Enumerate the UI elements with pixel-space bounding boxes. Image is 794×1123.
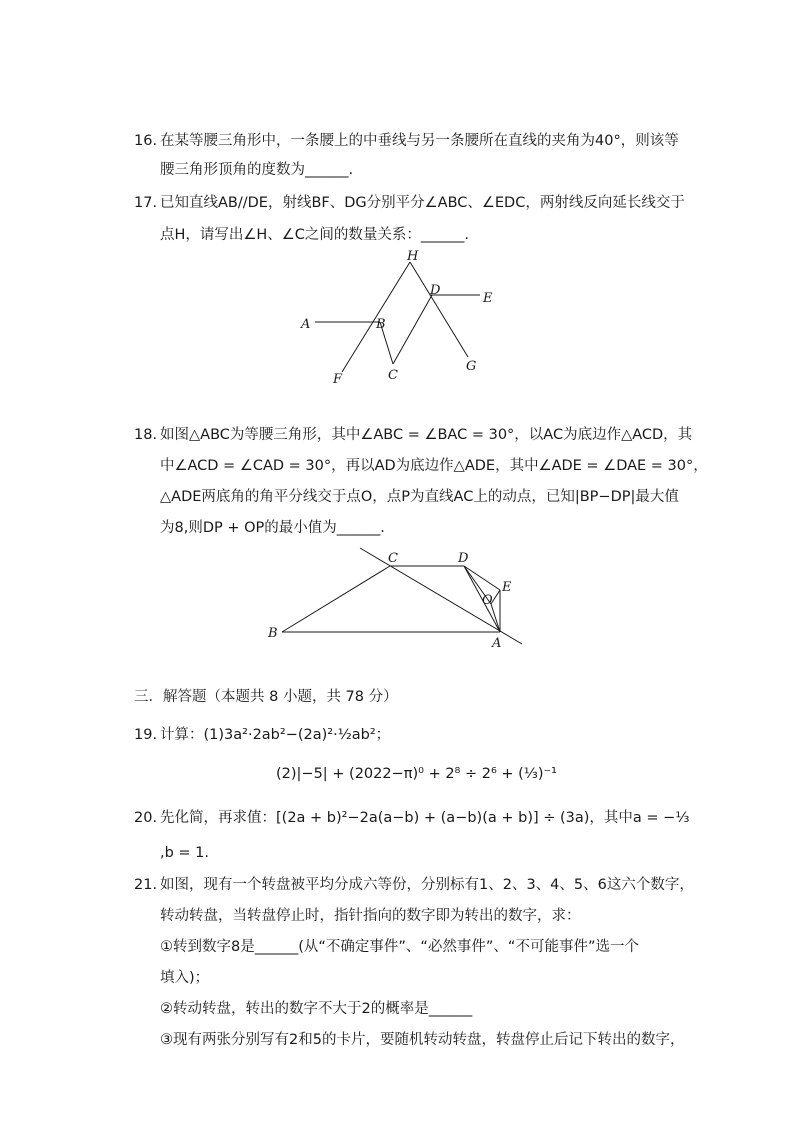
q16-line-2: 腰三角形顶角的度数为______. [160, 162, 354, 178]
q18-label-e: E [502, 580, 512, 595]
q21-line-6: ③现有两张分别写有2和5的卡片，要随机转动转盘，转盘停止后记下转出的数字， [160, 1032, 685, 1048]
q21-number: 21. [134, 877, 158, 893]
q21-line-4: 填入)； [160, 970, 210, 986]
q18-line-ac-extended [360, 548, 522, 644]
q17-label-e: E [483, 291, 493, 306]
q17-label-c: C [388, 368, 398, 383]
q18-label-a: A [492, 636, 502, 651]
q17-label-a: A [301, 317, 311, 332]
q16-line-1: 在某等腰三角形中，一条腰上的中垂线与另一条腰所在直线的夹角为40°，则该等 [160, 133, 679, 149]
q18-line-2: 中∠ACD = ∠CAD = 30°，再以AD为底边作△ADE，其中∠ADE = ∠DAE = 30°， [160, 458, 708, 474]
q21-line-2: 转动转盘，当转盘停止时，指针指向的数字即为转出的数字，求： [160, 908, 581, 924]
q20-line-2: ,b = 1. [160, 845, 210, 861]
q17-line-hg [410, 262, 468, 357]
q19-line-2: (2)|−5| + (2022−π)⁰ + 2⁸ ÷ 2⁶ + (⅓)⁻¹ [276, 766, 557, 782]
q18-label-b: B [268, 626, 278, 641]
q17-label-h: H [407, 249, 419, 264]
q20-number: 20. [134, 810, 158, 826]
q17-line-1: 已知直线AB//DE，射线BF、DG分别平分∠ABC、∠EDC，两射线反向延长线交于 [160, 195, 685, 211]
q21-line-5: ②转动转盘，转出的数字不大于2的概率是______ [160, 1001, 473, 1017]
q17-number: 17. [134, 195, 158, 211]
q17-label-g: G [466, 359, 477, 374]
q18-number: 18. [134, 427, 158, 443]
section-3-title: 三．解答题（本题共 8 小题，共 78 分） [134, 689, 398, 705]
q18-label-o: O [482, 593, 493, 608]
q18-line-de [464, 566, 500, 590]
q17-figure [290, 244, 510, 394]
q18-line-4: 为8,则DP + OP的最小值为______. [160, 520, 385, 536]
q18-line-3: △ADE两底角的角平分线交于点O，点P为直线AC上的动点，已知|BP−DP|最大值 [160, 489, 679, 505]
q21-line-1: 如图，现有一个转盘被平均分成六等份，分别标有1、2、3、4、5、6这六个数字， [160, 877, 694, 893]
q18-line-1: 如图△ABC为等腰三角形，其中∠ABC = ∠BAC = 30°，以AC为底边作△ACD，其 [160, 427, 693, 443]
q18-figure [260, 544, 540, 654]
q19-number: 19. [134, 727, 158, 743]
q21-line-3: ①转到数字8是______(从“不确定事件”、“必然事件”、“不可能事件”选一个 [160, 939, 639, 955]
q16-number: 16. [134, 133, 158, 149]
q18-label-d: D [458, 551, 469, 566]
q20-line-1: 先化简，再求值：[(2a + b)²−2a(a−b) + (a−b)(a + b)] ÷ (3a)，其中a = −⅓ [160, 810, 690, 826]
q18-line-bc [282, 566, 390, 632]
q17-label-b: B [376, 317, 386, 332]
q18-label-c: C [388, 551, 398, 566]
q17-line-cd [393, 295, 432, 364]
q17-line-2: 点H，请写出∠H、∠C之间的数量关系：______. [160, 227, 470, 243]
q17-label-d: D [430, 283, 441, 298]
q19-line-1: 计算：(1)3a²·2ab²−(2a)²·½ab²； [160, 727, 391, 743]
q17-label-f: F [333, 372, 343, 387]
